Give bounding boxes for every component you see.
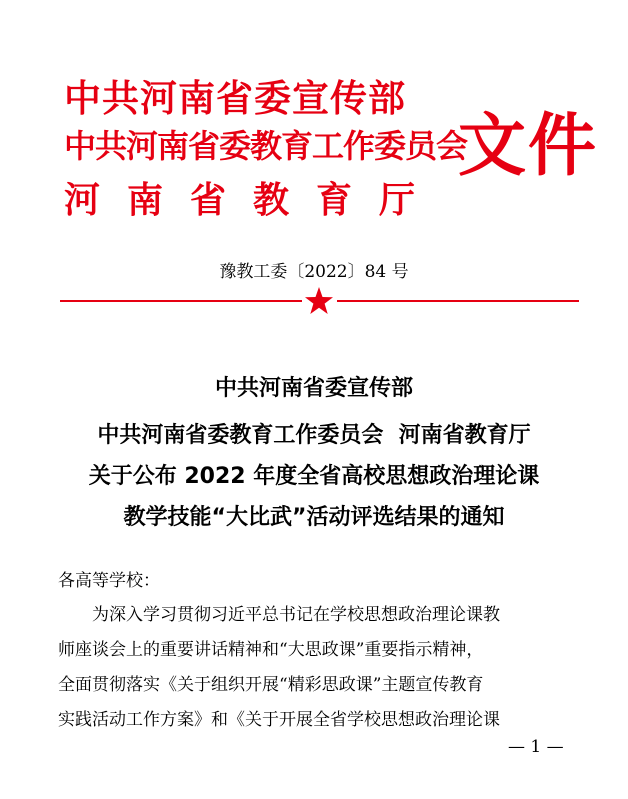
page-number: — 1 —: [508, 737, 564, 757]
body-paragraph-line: 全面贯彻落实《关于组织开展“精彩思政课”主题宣传教育: [58, 675, 484, 695]
salutation: 各高等学校：: [58, 571, 160, 591]
body-paragraph-line: 师座谈会上的重要讲话精神和“大思政课”重要指示精神，: [58, 640, 484, 660]
issuing-org-education-committee: 中共河南省委教育工作委员会: [64, 127, 468, 165]
issuing-org-education-dept: 河南省教育厅: [64, 180, 443, 221]
title-line-1: 中共河南省委宣传部: [214, 376, 413, 401]
document-type-label: 文件: [458, 107, 599, 186]
header-divider-left: [60, 300, 302, 302]
title-line-2: 中共河南省委教育工作委员会 河南省教育厅: [97, 423, 531, 448]
body-paragraph-line: 实践活动工作方案》和《关于开展全省学校思想政治理论课: [58, 710, 500, 730]
title-line-4: 教学技能“大比武”活动评选结果的通知: [123, 505, 505, 530]
header-divider-right: [337, 300, 579, 302]
body-paragraph-line: 为深入学习贯彻习近平总书记在学校思想政治理论课教: [92, 605, 500, 625]
issuing-org-propaganda-dept: 中共河南省委宣传部: [64, 77, 406, 120]
document-number: 豫教工委〔2022〕84 号: [219, 262, 409, 282]
red-star-icon: [304, 286, 334, 316]
title-line-3: 关于公布 2022 年度全省高校思想政治理论课: [88, 464, 540, 489]
